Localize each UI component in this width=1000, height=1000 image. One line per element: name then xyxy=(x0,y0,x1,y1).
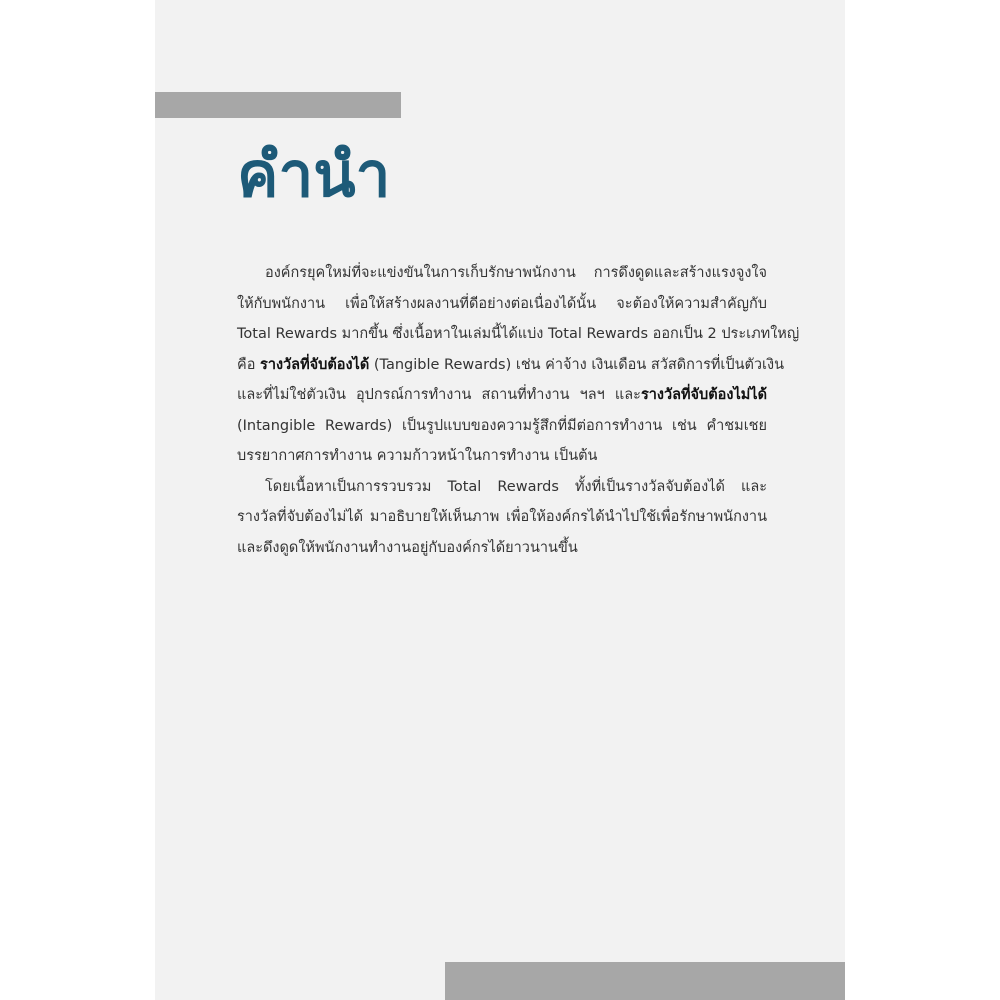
document-page xyxy=(155,0,845,1000)
paragraph-2-line-3: และดึงดูดให้พนักงานทำงานอยู่กับองค์กรได้ยาวนานขึ้น xyxy=(237,539,578,556)
paragraph-1-line-5 xyxy=(237,380,767,411)
paragraph-1-line-6: (Intangible Rewards) เป็นรูปแบบของความรู้สึกที่มีต่อการทำงาน เช่น คำชมเชย xyxy=(237,417,767,434)
paragraph-1-line-1: องค์กรยุคใหม่ที่จะแข่งขันในการเก็บรักษาพนักงาน การดึงดูดและสร้างแรงจูงใจ xyxy=(265,265,767,281)
line-4-suffix: (Tangible Rewards) เช่น ค่าจ้าง เงินเดือน สวัสดิการที่เป็นตัวเงิน xyxy=(369,356,785,373)
paragraph-1-line-2: ให้กับพนักงาน เพื่อให้สร้างผลงานที่ดีอย่างต่อเนื่องได้นั้น จะต้องให้ความสำคัญกับ xyxy=(237,295,767,312)
top-accent-bar xyxy=(155,92,401,118)
bottom-accent-bar xyxy=(445,962,845,1000)
preface-body xyxy=(237,258,800,563)
paragraph-2-line-1: โดยเนื้อหาเป็นการรวบรวม Total Rewards ทั้งที่เป็นรางวัลจับต้องได้ และ xyxy=(265,478,767,495)
paragraph-2-line-2: รางวัลที่จับต้องไม่ได้ มาอธิบายให้เห็นภาพ เพื่อให้องค์กรได้นำไปใช้เพื่อรักษาพนักงาน xyxy=(237,509,767,525)
paragraph-1-line-3: Total Rewards มากขึ้น ซึ่งเนื้อหาในเล่มนี้ได้แบ่ง Total Rewards ออกเป็น 2 ประเภทใหญ่ xyxy=(237,326,800,342)
tangible-rewards-term: รางวัลที่จับต้องได้ xyxy=(260,356,370,373)
intangible-rewards-term: รางวัลที่จับต้องไม่ได้ xyxy=(640,387,767,403)
paragraph-1-line-4 xyxy=(237,350,785,381)
line-4-prefix: คือ xyxy=(237,356,261,373)
page-title: คำนำ xyxy=(237,138,391,211)
line-5-prefix: และที่ไม่ใช่ตัวเงิน อุปกรณ์การทำงาน สถานที่ทำงาน ฯลฯ และ xyxy=(237,387,641,403)
paragraph-1-line-7: บรรยากาศการทำงาน ความก้าวหน้าในการทำงาน เป็นต้น xyxy=(237,448,598,464)
